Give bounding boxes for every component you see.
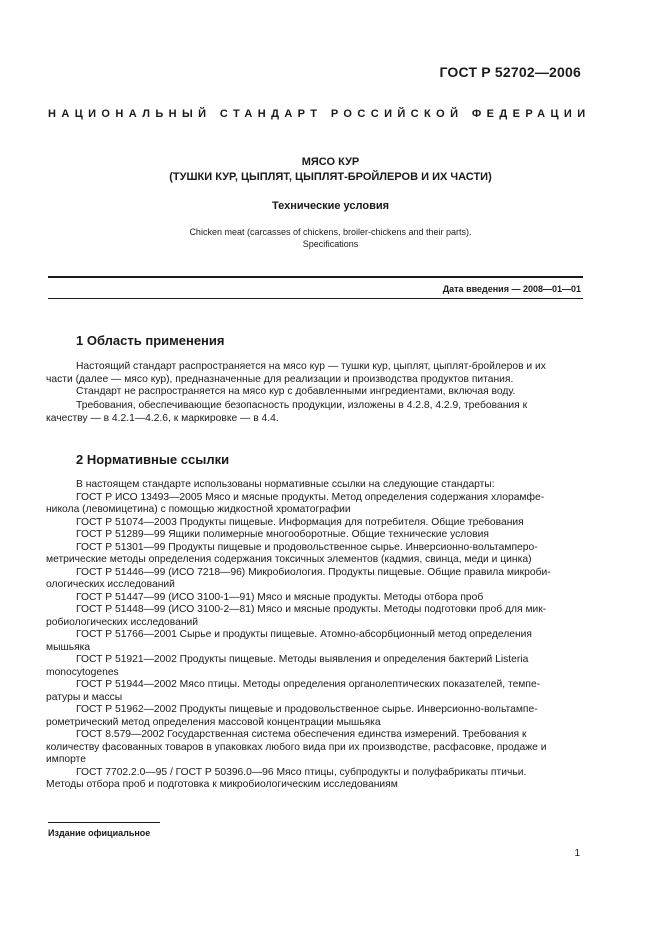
reference-item xyxy=(46,604,583,629)
text-line: части (далее — мясо кур), предназначенные для реализации и производства продуктов питания. xyxy=(46,373,514,385)
reference-item xyxy=(76,517,583,530)
text-line: ГОСТ Р 51074—2003 Продукты пищевые. Информация для потребителя. Общие требования xyxy=(76,516,524,528)
title-line-2: (ТУШКИ КУР, ЦЫПЛЯТ, ЦЫПЛЯТ-БРОЙЛЕРОВ И ИХ ЧАСТИ) xyxy=(169,171,492,183)
text-line: ГОСТ Р 51448—99 (ИСО 3100-2—81) Мясо и мясные продукты. Методы подготовки проб для мик- xyxy=(76,604,547,615)
reference-item xyxy=(76,479,583,492)
reference-item xyxy=(76,529,583,542)
english-title-line-2: Specifications xyxy=(302,239,359,249)
text-line: ратуры и массы xyxy=(46,691,123,703)
introduction-date: Дата введения — 2008—01—01 xyxy=(442,284,581,294)
reference-item xyxy=(46,766,583,792)
text-line: Методы отбора проб и подготовка к микробиологическим исследованиям xyxy=(46,779,398,790)
national-standard-banner: НАЦИОНАЛЬНЫЙ СТАНДАРТ РОССИЙСКОЙ ФЕДЕРАЦИИ xyxy=(48,108,591,120)
text-line: Требования, обеспечивающие безопасность продукции, изложены в 4.2.8, 4.2.9, требования к xyxy=(76,400,528,411)
text-line: ГОСТ Р 51921—2002 Продукты пищевые. Методы выявления и определения бактерий Listeria xyxy=(76,654,529,665)
section-heading-normative-references: 2 Нормативные ссылки xyxy=(76,452,230,467)
paragraph xyxy=(76,386,583,399)
text-line: рометрический метод определения массовой концентрации мышьяка xyxy=(46,716,381,728)
text-line: В настоящем стандарте использованы нормативные ссылки на следующие стандарты: xyxy=(76,479,495,490)
reference-item xyxy=(46,491,583,517)
text-line: ГОСТ 8.579—2002 Государственная система обеспечения единства измерений. Требования к xyxy=(76,729,527,740)
thick-divider xyxy=(48,276,583,278)
text-line: мышьяка xyxy=(46,641,91,653)
text-line: никола (левомицетина) с помощью жидкостной хроматографии xyxy=(46,504,351,515)
reference-item xyxy=(46,729,583,767)
text-line: ГОСТ Р 51446—99 (ИСО 7218—96) Микробиология. Продукты пищевые. Общие правила микроби- xyxy=(76,566,551,578)
subtitle: Технические условия xyxy=(271,200,390,212)
text-line: Стандарт не распространяется на мясо кур с добавленными ингредиентами, включая воду. xyxy=(76,386,516,397)
text-line: робиологических исследований xyxy=(46,616,199,628)
reference-item xyxy=(76,592,583,605)
footer-divider xyxy=(48,822,160,823)
text-line: ологических исследований xyxy=(46,579,175,590)
text-line: качеству — в 4.2.1—4.2.6, к маркировке — в 4.4. xyxy=(46,412,279,424)
text-line: ГОСТ Р 51301—99 Продукты пищевые и продовольственное сырье. Инверсионно-вольтамперо- xyxy=(76,541,538,553)
text-line: ГОСТ Р ИСО 13493—2005 Мясо и мясные продукты. Метод определения содержания хлорамфе- xyxy=(76,491,545,503)
text-line: Настоящий стандарт распространяется на мясо кур — тушки кур, цыплят, цыплят-бройлеров и их xyxy=(76,361,546,372)
reference-item xyxy=(46,541,583,567)
text-line: количеству фасованных товаров в упаковках любого вида при их производстве, расфасовке, продаже и xyxy=(46,741,547,753)
reference-item xyxy=(46,629,583,654)
text-line: ГОСТ Р 51944—2002 Мясо птицы. Методы определения органолептических показателей, темпе- xyxy=(76,679,541,690)
reference-item xyxy=(46,679,583,704)
text-line: ГОСТ Р 51766—2001 Сырье и продукты пищевые. Атомно-абсорбционный метод определения xyxy=(76,629,532,640)
reference-item xyxy=(46,654,583,679)
reference-item xyxy=(46,566,583,592)
paragraph xyxy=(46,361,583,386)
document-code: ГОСТ Р 52702—2006 xyxy=(439,64,581,80)
english-title-line-1: Chicken meat (carcasses of chickens, broiler-chickens and their parts). xyxy=(189,227,472,237)
reference-item xyxy=(46,704,583,729)
text-line: ГОСТ Р 51447—99 (ИСО 3100-1—91) Мясо и мясные продукты. Методы отбора проб xyxy=(76,591,484,603)
text-line: ГОСТ Р 51962—2002 Продукты пищевые и продовольственное сырье. Инверсионно-вольтампе- xyxy=(76,704,538,715)
title-line-1: МЯСО КУР xyxy=(301,156,360,168)
text-line: ГОСТ 7702.2.0—95 / ГОСТ Р 50396.0—96 Мясо птицы, субпродукты и полуфабрикаты птичьи. xyxy=(76,766,527,778)
section-heading-scope: 1 Область применения xyxy=(76,333,225,348)
paragraph xyxy=(46,400,583,425)
text-line: monocytogenes xyxy=(46,666,119,678)
text-line: импорте xyxy=(46,754,86,765)
thin-divider xyxy=(48,298,583,299)
text-line: ГОСТ Р 51289—99 Ящики полимерные многооборотные. Общие технические условия xyxy=(76,529,489,540)
page-number: 1 xyxy=(574,848,580,859)
text-line: метрические методы определения содержания токсичных элементов (кадмия, свинца, меди и цинка) xyxy=(46,554,532,565)
edition-label: Издание официальное xyxy=(48,828,151,838)
